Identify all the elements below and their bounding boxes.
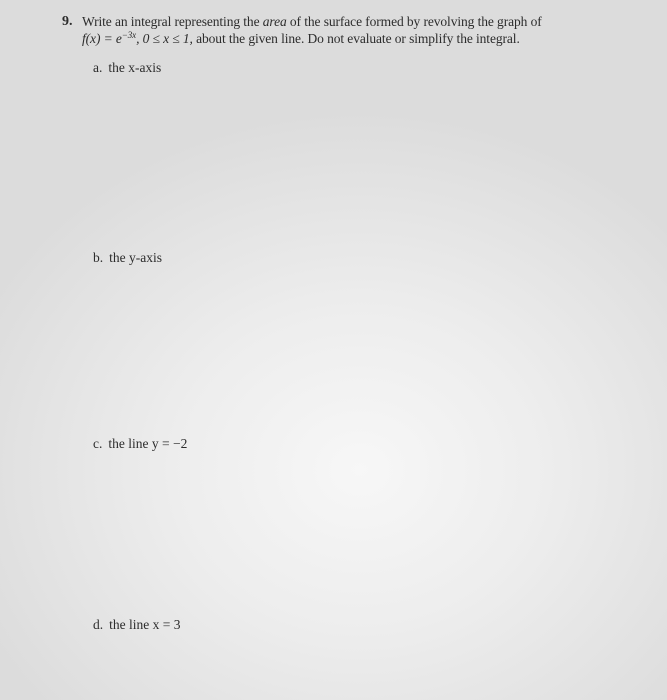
question-prompt-line-2: [82, 31, 520, 47]
prompt-text-start: Write an integral representing the: [82, 14, 263, 29]
part-c: [93, 436, 187, 452]
prompt-emphasis: area: [262, 14, 287, 29]
function-definition: [82, 31, 193, 46]
function-lhs: f(x) = e: [82, 31, 122, 46]
part-d: [93, 617, 180, 633]
prompt-instruction: about the given line. Do not evaluate or simplify the integral.: [192, 31, 520, 46]
question-number: 9.: [62, 14, 73, 29]
part-b: [93, 250, 162, 266]
part-text: the line y = −2: [108, 436, 188, 451]
part-letter: c.: [93, 436, 103, 451]
part-text: the x-axis: [108, 60, 162, 75]
part-letter: b.: [93, 250, 104, 265]
question-prompt-line-1: [82, 14, 542, 30]
part-a: [93, 60, 161, 76]
function-domain: , 0 ≤ x ≤ 1,: [136, 31, 193, 46]
part-text: the line x = 3: [109, 617, 181, 632]
part-text: the y-axis: [109, 250, 162, 265]
function-exponent: −3x: [121, 30, 137, 40]
prompt-text-end: of the surface formed by revolving the graph of: [286, 14, 542, 29]
part-letter: d.: [93, 617, 104, 632]
part-letter: a.: [93, 60, 103, 75]
